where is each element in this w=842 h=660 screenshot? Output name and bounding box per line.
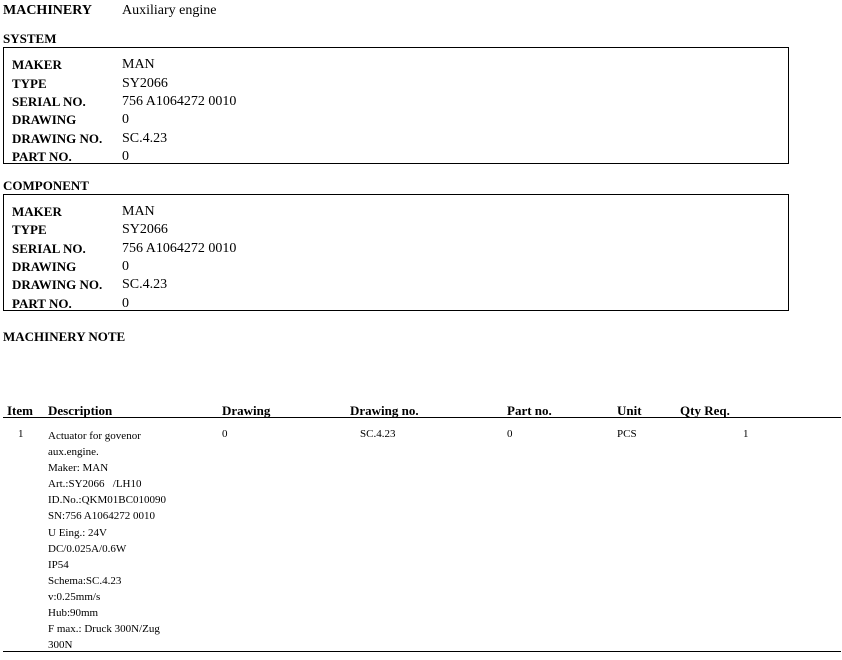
system-row-drawing: [4, 112, 788, 130]
description-line: U Eing.: 24V: [48, 526, 107, 539]
system-title: SYSTEM: [3, 31, 57, 46]
description-line: Actuator for govenor: [48, 430, 141, 442]
description-line: F max.: Druck 300N/Zug: [48, 623, 160, 636]
field-value: MAN: [122, 204, 155, 219]
description-line: DC/0.025A/0.6W: [48, 542, 127, 555]
component-row-part-no: [4, 296, 788, 314]
system-row-drawing-no: [4, 131, 788, 149]
description-line: 300N: [48, 639, 73, 652]
cell-drawing-no: SC.4.23: [360, 428, 396, 440]
field-label: SERIAL NO.: [12, 241, 86, 256]
field-value: SY2066: [122, 76, 168, 91]
component-row-serial: [4, 241, 788, 259]
table-row-divider: [3, 651, 841, 652]
field-value: 756 A1064272 0010: [122, 241, 237, 256]
field-label: DRAWING: [12, 112, 77, 127]
table-header-divider: [3, 417, 841, 418]
column-header-description: Description: [48, 403, 113, 418]
system-row-type: [4, 76, 788, 94]
field-label: MAKER: [12, 204, 62, 219]
field-label: PART NO.: [12, 149, 72, 164]
description-line: aux.engine.: [48, 446, 99, 459]
field-label: SERIAL NO.: [12, 94, 86, 109]
field-value: 0: [122, 149, 129, 164]
column-header-drawing: Drawing: [222, 403, 271, 418]
field-value: SC.4.23: [122, 277, 168, 292]
component-row-drawing-no: [4, 277, 788, 295]
cell-unit: PCS: [617, 428, 637, 440]
component-row-maker: [4, 204, 788, 222]
cell-item: 1: [18, 428, 24, 440]
component-row-drawing: [4, 259, 788, 277]
description-line: Art.:SY2066 /LH10: [48, 478, 142, 491]
field-value: SY2066: [122, 222, 168, 237]
system-row-maker: [4, 57, 788, 75]
column-header-item: Item: [7, 403, 33, 418]
description-line: Schema:SC.4.23: [48, 574, 122, 587]
system-box: [3, 47, 789, 164]
column-header-unit: Unit: [617, 403, 642, 418]
column-header-part-no: Part no.: [507, 403, 552, 418]
machinery-note-title: MACHINERY NOTE: [3, 329, 126, 344]
column-header-qty: Qty Req.: [680, 403, 730, 418]
field-label: DRAWING NO.: [12, 131, 103, 146]
description-line: IP54: [48, 558, 69, 571]
field-value: 0: [122, 296, 129, 311]
component-title: COMPONENT: [3, 178, 89, 193]
field-value: 0: [122, 112, 129, 127]
field-label: PART NO.: [12, 296, 72, 311]
cell-qty: 1: [743, 428, 749, 440]
column-header-drawing-no: Drawing no.: [350, 403, 419, 418]
cell-drawing: 0: [222, 428, 228, 440]
field-value: MAN: [122, 57, 155, 72]
cell-description: [48, 428, 166, 653]
field-value: 756 A1064272 0010: [122, 94, 237, 109]
field-label: DRAWING NO.: [12, 277, 103, 292]
component-row-type: [4, 222, 788, 240]
system-row-part-no: [4, 149, 788, 167]
field-label: TYPE: [12, 222, 47, 237]
description-line: ID.No.:QKM01BC010090: [48, 494, 166, 507]
cell-part-no: 0: [507, 428, 513, 440]
field-value: 0: [122, 259, 129, 274]
field-label: DRAWING: [12, 259, 77, 274]
machinery-label: MACHINERY: [3, 3, 92, 18]
description-line: Maker: MAN: [48, 462, 109, 475]
description-line: Hub:90mm: [48, 607, 99, 620]
field-label: MAKER: [12, 57, 62, 72]
field-label: TYPE: [12, 76, 47, 91]
system-row-serial: [4, 94, 788, 112]
component-box: [3, 194, 789, 311]
description-line: SN:756 A1064272 0010: [48, 510, 155, 523]
field-value: SC.4.23: [122, 131, 168, 146]
machinery-value: Auxiliary engine: [122, 3, 217, 18]
description-line: v:0.25mm/s: [48, 590, 101, 603]
